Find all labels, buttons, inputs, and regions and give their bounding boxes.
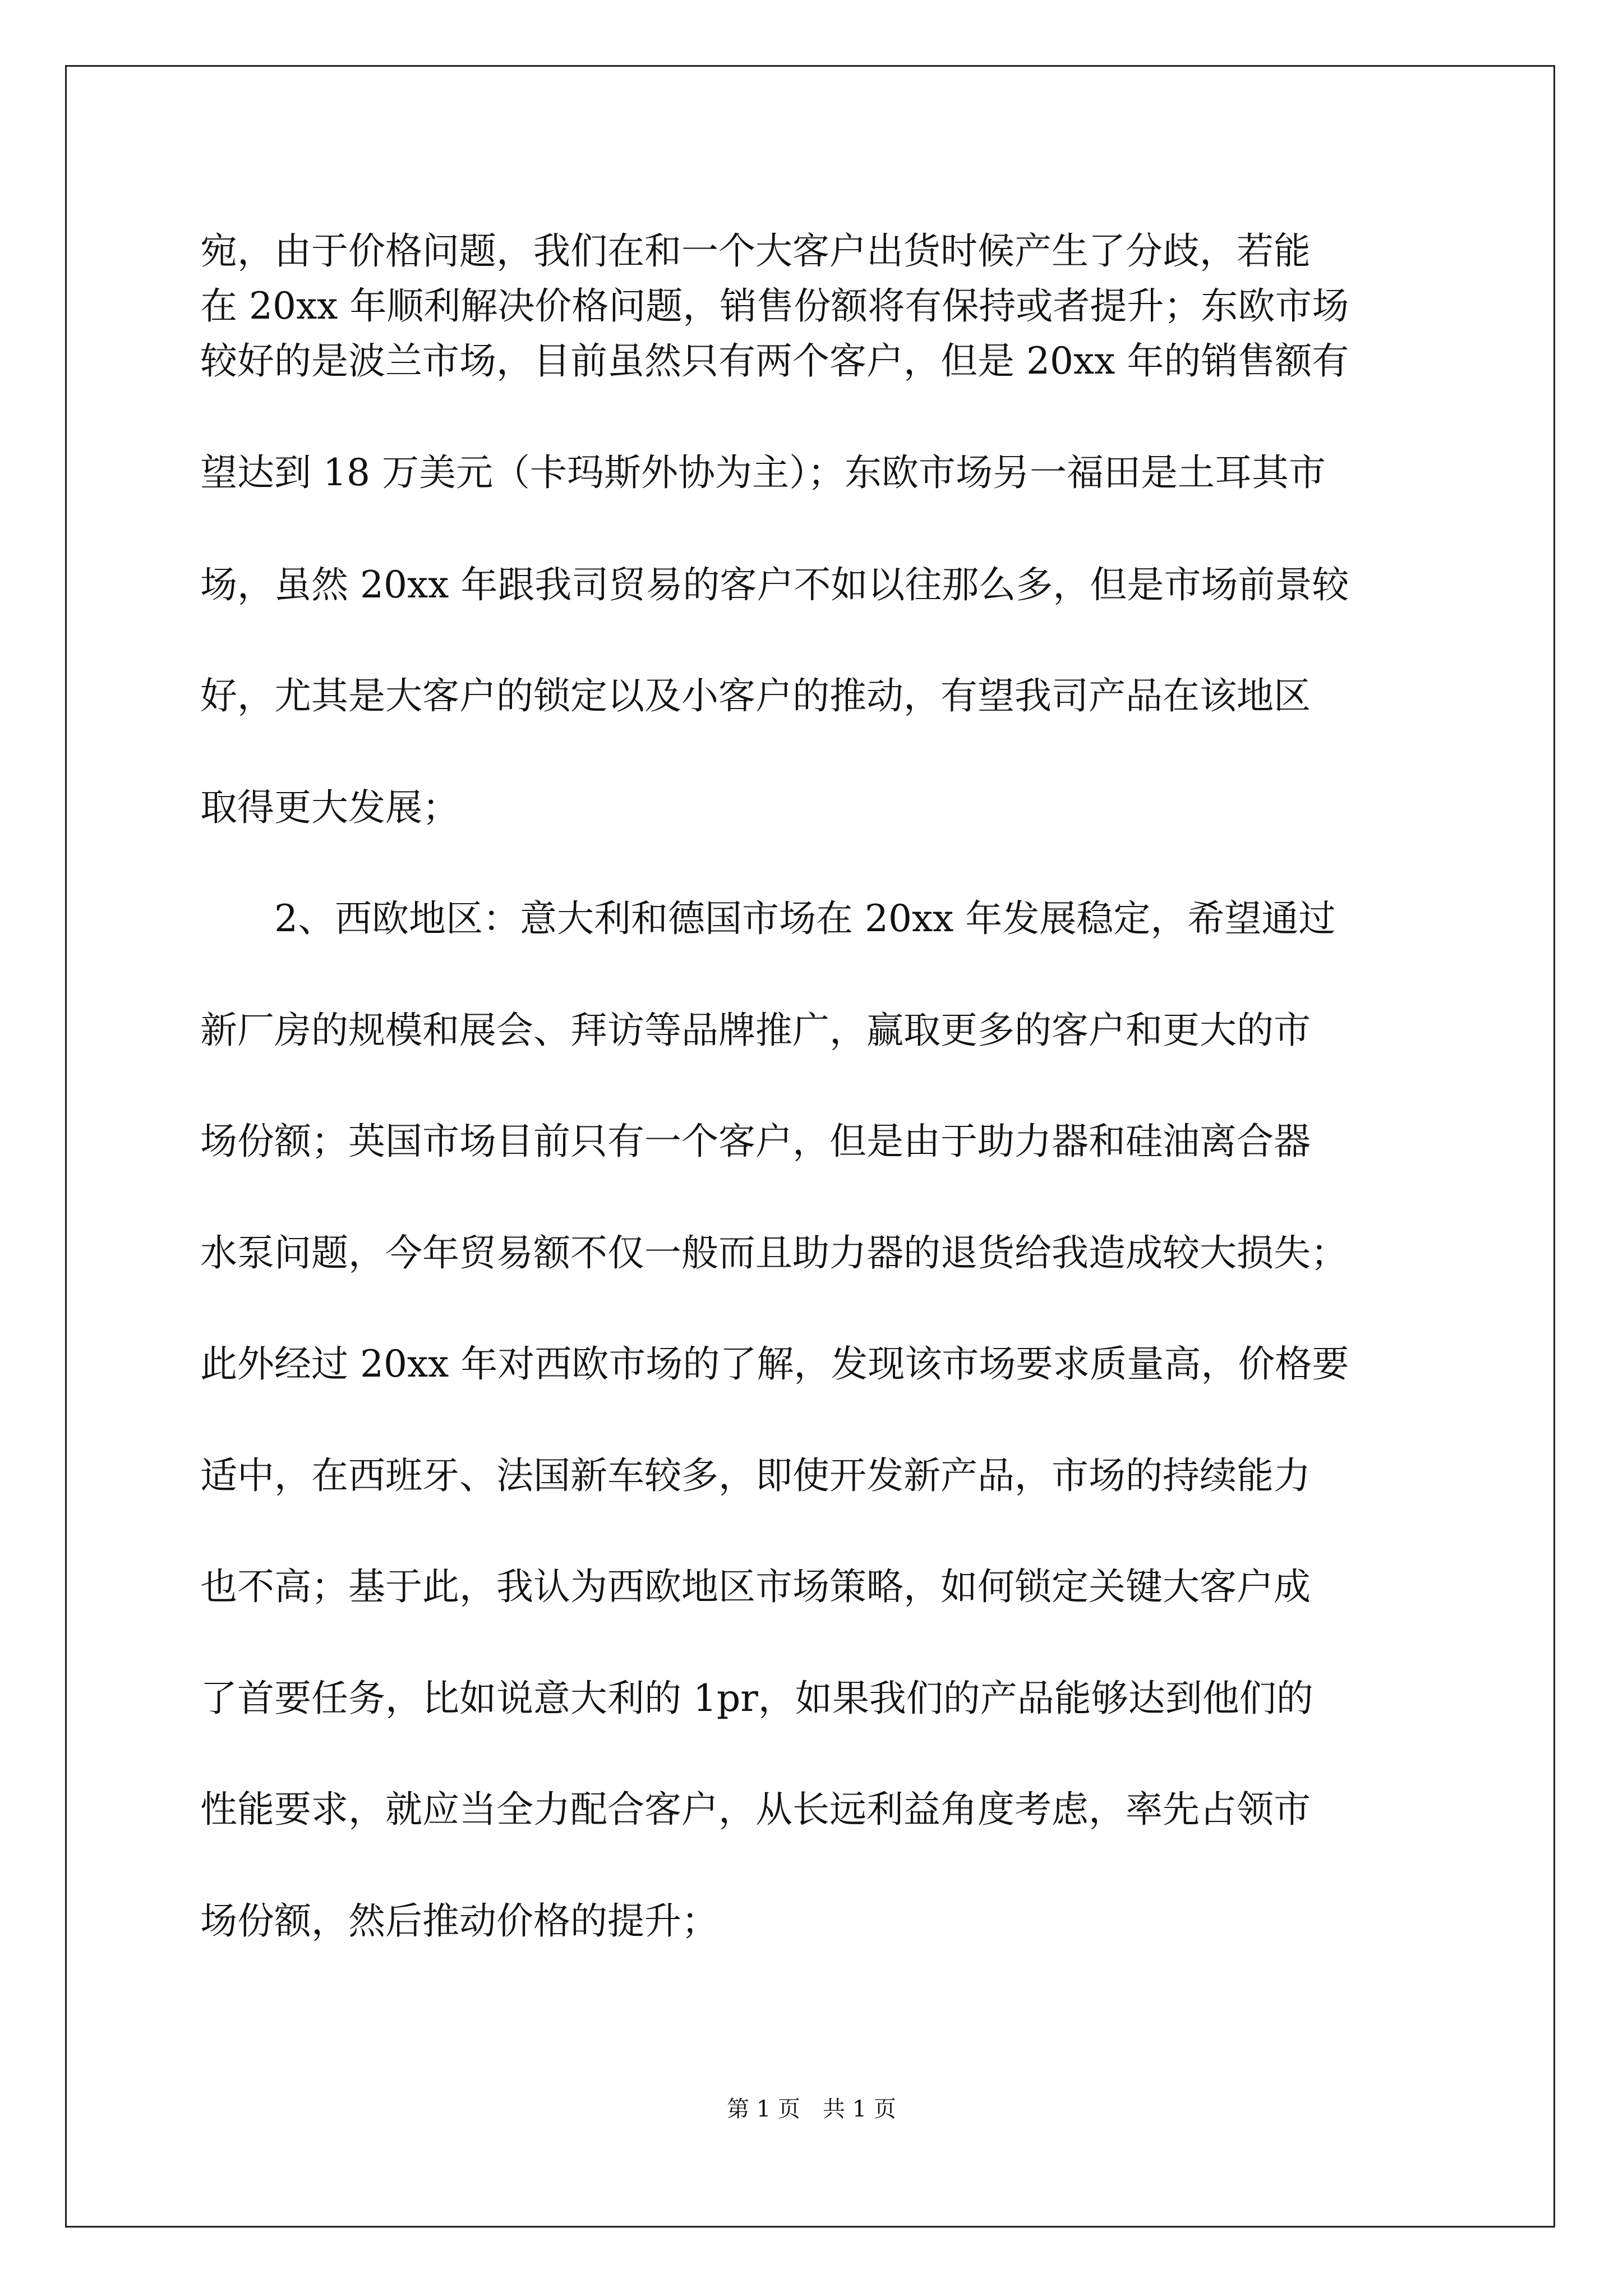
- page-number: 第 1 页: [727, 2096, 800, 2122]
- text-line: 2、西欧地区：意大利和德国市场在 20xx 年发展稳定，希望通过: [200, 897, 1336, 940]
- text-line: 宛，由于价格问题，我们在和一个大客户出货时候产生了分歧，若能: [200, 229, 1311, 273]
- text-line: 也不高；基于此，我认为西欧地区市场策略，如何锁定关键大客户成: [200, 1565, 1311, 1608]
- text-line: 取得更大发展；: [200, 786, 459, 829]
- text-line: 性能要求，就应当全力配合客户，从长远利益角度考虑，率先占领市: [200, 1788, 1311, 1831]
- text-line: 此外经过 20xx 年对西欧市场的了解，发现该市场要求质量高，价格要: [200, 1342, 1349, 1386]
- text-line: 新厂房的规模和展会、拜访等品牌推广，赢取更多的客户和更大的市: [200, 1009, 1311, 1052]
- text-line: 好，尤其是大客户的锁定以及小客户的推动，有望我司产品在该地区: [200, 674, 1311, 717]
- text-line: 场份额，然后推动价格的提升；: [200, 1899, 718, 1943]
- page-footer: [0, 2091, 1623, 2123]
- page-total: 共 1 页: [823, 2096, 896, 2122]
- text-line: 望达到 18 万美元（卡玛斯外协为主）；东欧市场另一福田是土耳其市: [200, 451, 1326, 494]
- text-line: 场份额；英国市场目前只有一个客户，但是由于助力器和硅油离合器: [200, 1120, 1311, 1163]
- text-line: 水泵问题，今年贸易额不仅一般而且助力器的退货给我造成较大损失；: [200, 1231, 1348, 1274]
- text-line: 适中，在西班牙、法国新车较多，即使开发新产品，市场的持续能力: [200, 1454, 1311, 1497]
- text-line: 较好的是波兰市场，目前虽然只有两个客户，但是 20xx 年的销售额有: [200, 339, 1349, 383]
- text-line: 场，虽然 20xx 年跟我司贸易的客户不如以往那么多，但是市场前景较: [200, 563, 1349, 606]
- text-line: 在 20xx 年顺利解决价格问题，销售份额将有保持或者提升；东欧市场: [200, 284, 1349, 328]
- text-line: 了首要任务，比如说意大利的 1pr，如果我们的产品能够达到他们的: [200, 1677, 1313, 1720]
